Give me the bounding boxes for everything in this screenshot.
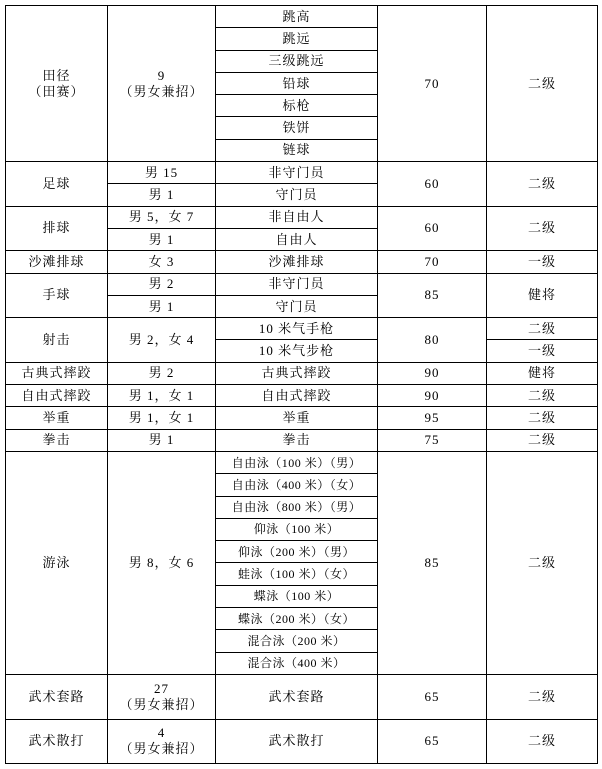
level-cell: 二级 <box>487 206 598 251</box>
event-cell: 非守门员 <box>216 162 378 184</box>
event-cell: 自由式摔跤 <box>216 385 378 407</box>
event-cell: 自由人 <box>216 228 378 250</box>
table-row <box>6 429 598 451</box>
sport-name-cell: 足球 <box>6 162 108 207</box>
event-cell: 铅球 <box>216 72 378 94</box>
sport-name-cell: 游泳 <box>6 451 108 674</box>
event-cell: 非守门员 <box>216 273 378 295</box>
event-cell: 仰泳（100 米） <box>216 518 378 540</box>
score-cell: 65 <box>378 674 487 719</box>
table-row <box>6 385 598 407</box>
quota-cell: 男 8，女 6 <box>108 451 216 674</box>
level-cell: 健将 <box>487 362 598 384</box>
score-cell: 75 <box>378 429 487 451</box>
sport-name-cell: 手球 <box>6 273 108 318</box>
event-cell: 守门员 <box>216 184 378 206</box>
table-row <box>6 719 598 764</box>
table-row <box>6 206 598 228</box>
event-cell: 混合泳（200 米） <box>216 630 378 652</box>
event-cell: 举重 <box>216 407 378 429</box>
quota-note: （男女兼招） <box>119 741 204 757</box>
event-cell: 蝶泳（100 米） <box>216 585 378 607</box>
event-cell: 武术散打 <box>216 719 378 764</box>
event-cell: 自由泳（100 米）（男） <box>216 451 378 473</box>
event-cell: 三级跳远 <box>216 50 378 72</box>
quota-value: 9 <box>157 67 166 83</box>
quota-cell: 女 3 <box>108 251 216 273</box>
sport-name-cell: 拳击 <box>6 429 108 451</box>
quota-cell: 男 1，女 1 <box>108 407 216 429</box>
level-cell: 二级 <box>487 451 598 674</box>
score-cell: 90 <box>378 362 487 384</box>
quota-cell: 男 15 <box>108 162 216 184</box>
table-row <box>6 273 598 295</box>
sport-name-cell: 武术散打 <box>6 719 108 764</box>
sport-name-note: （田赛） <box>28 83 85 99</box>
level-cell: 二级 <box>487 429 598 451</box>
level-cell: 一级 <box>487 340 598 362</box>
table-row <box>6 451 598 473</box>
table-row <box>6 162 598 184</box>
sport-name-cell: 自由式摔跤 <box>6 385 108 407</box>
sport-name-cell: 古典式摔跤 <box>6 362 108 384</box>
score-cell: 60 <box>378 206 487 251</box>
quota-note: （男女兼招） <box>119 83 204 99</box>
sport-name-cell: 射击 <box>6 318 108 363</box>
level-cell: 二级 <box>487 318 598 340</box>
event-cell: 守门员 <box>216 295 378 317</box>
event-cell: 古典式摔跤 <box>216 362 378 384</box>
quota-cell: 男 2，女 4 <box>108 318 216 363</box>
quota-cell <box>108 674 216 719</box>
event-cell: 标枪 <box>216 95 378 117</box>
quota-cell: 男 1 <box>108 295 216 317</box>
level-cell: 二级 <box>487 719 598 764</box>
quota-cell: 男 1 <box>108 228 216 250</box>
score-cell: 95 <box>378 407 487 429</box>
quota-note: （男女兼招） <box>119 696 204 712</box>
level-cell: 二级 <box>487 385 598 407</box>
score-cell: 85 <box>378 451 487 674</box>
score-cell: 70 <box>378 6 487 162</box>
level-cell: 一级 <box>487 251 598 273</box>
level-cell: 健将 <box>487 273 598 318</box>
event-cell: 蝶泳（200 米）（女） <box>216 608 378 630</box>
score-cell: 90 <box>378 385 487 407</box>
table-row <box>6 674 598 719</box>
event-cell: 跳远 <box>216 28 378 50</box>
quota-cell <box>108 6 216 162</box>
sport-name-cell <box>6 6 108 162</box>
sports-quota-table <box>5 5 598 764</box>
score-cell: 80 <box>378 318 487 363</box>
quota-cell: 男 2 <box>108 273 216 295</box>
event-cell: 非自由人 <box>216 206 378 228</box>
table-row <box>6 251 598 273</box>
event-cell: 拳击 <box>216 429 378 451</box>
event-cell: 仰泳（200 米）（男） <box>216 541 378 563</box>
event-cell: 混合泳（400 米） <box>216 652 378 674</box>
event-cell: 自由泳（400 米）（女） <box>216 474 378 496</box>
quota-cell: 男 1，女 1 <box>108 385 216 407</box>
event-cell: 跳高 <box>216 6 378 28</box>
sport-name-cell: 沙滩排球 <box>6 251 108 273</box>
quota-value: 27 <box>154 680 169 696</box>
table-row <box>6 6 598 28</box>
score-cell: 70 <box>378 251 487 273</box>
quota-cell: 男 5，女 7 <box>108 206 216 228</box>
quota-cell: 男 1 <box>108 429 216 451</box>
sport-name-cell: 举重 <box>6 407 108 429</box>
score-cell: 65 <box>378 719 487 764</box>
event-cell: 蛙泳（100 米）（女） <box>216 563 378 585</box>
quota-cell: 男 1 <box>108 184 216 206</box>
level-cell: 二级 <box>487 407 598 429</box>
table-row <box>6 407 598 429</box>
level-cell: 二级 <box>487 6 598 162</box>
event-cell: 沙滩排球 <box>216 251 378 273</box>
quota-value: 4 <box>157 725 166 741</box>
sport-name-cell: 武术套路 <box>6 674 108 719</box>
sport-name: 田径 <box>42 67 71 83</box>
level-cell: 二级 <box>487 674 598 719</box>
event-cell: 10 米气步枪 <box>216 340 378 362</box>
event-cell: 10 米气手枪 <box>216 318 378 340</box>
event-cell: 武术套路 <box>216 674 378 719</box>
quota-cell: 男 2 <box>108 362 216 384</box>
level-cell: 二级 <box>487 162 598 207</box>
score-cell: 60 <box>378 162 487 207</box>
event-cell: 自由泳（800 米）（男） <box>216 496 378 518</box>
table-row <box>6 318 598 340</box>
event-cell: 链球 <box>216 139 378 161</box>
sport-name-cell: 排球 <box>6 206 108 251</box>
table-row <box>6 362 598 384</box>
score-cell: 85 <box>378 273 487 318</box>
quota-cell <box>108 719 216 764</box>
event-cell: 铁饼 <box>216 117 378 139</box>
